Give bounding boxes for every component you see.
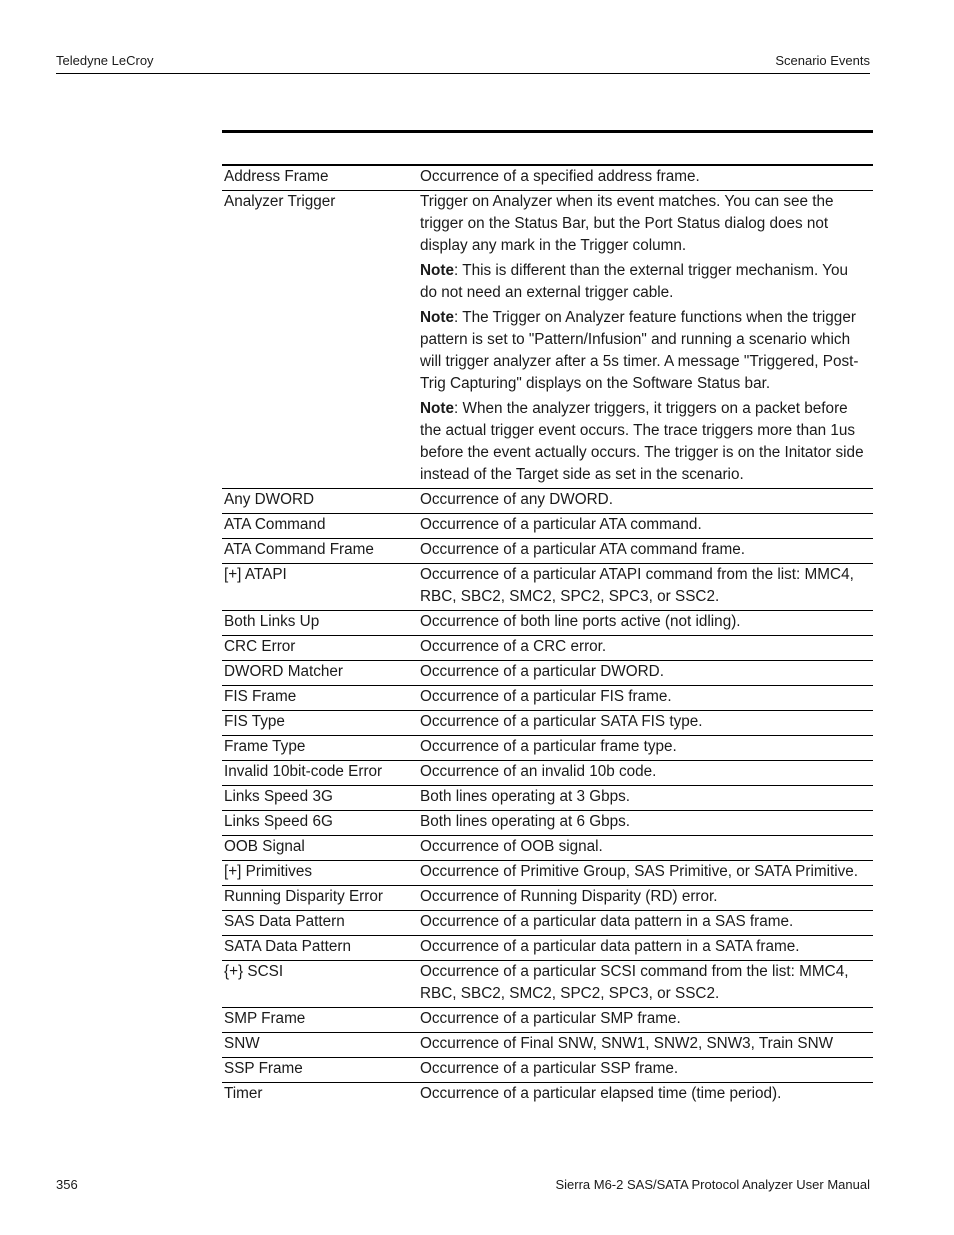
description-text: Occurrence of a particular data pattern in a SATA frame.	[420, 938, 800, 955]
table-row	[222, 489, 873, 514]
event-description	[420, 661, 873, 685]
event-name: CRC Error	[224, 638, 296, 655]
event-name: [+] ATAPI	[224, 566, 287, 583]
description-paragraph	[420, 811, 869, 833]
table-row	[222, 811, 873, 836]
table-row	[222, 191, 873, 489]
description-text: : This is different than the external trigger mechanism. You do not need an external trigger cable.	[420, 262, 848, 301]
description-text: Occurrence of any DWORD.	[420, 491, 613, 508]
event-description	[420, 514, 873, 538]
description-text: Occurrence of a particular SMP frame.	[420, 1010, 681, 1027]
event-description	[420, 736, 873, 760]
event-description	[420, 1083, 873, 1107]
description-paragraph	[420, 936, 869, 958]
event-name: Invalid 10bit-code Error	[224, 763, 383, 780]
event-name: [+] Primitives	[224, 863, 312, 880]
event-name: DWORD Matcher	[224, 663, 343, 680]
event-name: ATA Command Frame	[224, 541, 374, 558]
table-row	[222, 564, 873, 611]
event-name: OOB Signal	[224, 838, 305, 855]
table-row	[222, 736, 873, 761]
description-paragraph	[420, 711, 869, 733]
table-row	[222, 661, 873, 686]
table-row	[222, 514, 873, 539]
event-description	[420, 564, 873, 610]
table-row	[222, 686, 873, 711]
description-paragraph	[420, 961, 869, 1005]
event-name: SATA Data Pattern	[224, 938, 351, 955]
table-row	[222, 539, 873, 564]
description-paragraph	[420, 539, 869, 561]
event-description	[420, 1008, 873, 1032]
event-description	[420, 489, 873, 513]
event-description	[420, 886, 873, 910]
description-text: Occurrence of a particular SCSI command from the list: MMC4, RBC, SBC2, SMC2, SPC2, SPC3, or SSC2.	[420, 963, 849, 1002]
event-name: FIS Type	[224, 713, 285, 730]
event-name: {+} SCSI	[224, 963, 284, 980]
event-description	[420, 191, 873, 488]
event-description	[420, 761, 873, 785]
event-name: SNW	[224, 1035, 260, 1052]
event-description	[420, 936, 873, 960]
description-paragraph	[420, 307, 869, 395]
event-description	[420, 1033, 873, 1057]
description-text: Occurrence of a CRC error.	[420, 638, 607, 655]
description-text: Occurrence of a specified address frame.	[420, 168, 700, 185]
table-row	[222, 861, 873, 886]
note-label: Note	[420, 309, 454, 326]
description-paragraph	[420, 1033, 869, 1055]
table-row	[222, 786, 873, 811]
table-row	[222, 1033, 873, 1058]
event-name: Running Disparity Error	[224, 888, 383, 905]
event-description	[420, 686, 873, 710]
description-text: Occurrence of a particular elapsed time (time period).	[420, 1085, 782, 1102]
description-text: Trigger on Analyzer when its event matches. You can see the trigger on the Status Bar, but the Port Status dialog does not display any mark in the Trigger column.	[420, 193, 834, 254]
table-row	[222, 761, 873, 786]
top-rule	[222, 130, 873, 133]
description-text: Occurrence of Primitive Group, SAS Primitive, or SATA Primitive.	[420, 863, 859, 880]
event-name: Analyzer Trigger	[224, 193, 336, 210]
description-text: : When the analyzer triggers, it triggers on a packet before the actual trigger event occurs. The trace triggers more than 1us before the event actually occurs. The trigger is on the Initator side instead of the Target side as set in the scenario.	[420, 400, 864, 483]
table-row	[222, 636, 873, 661]
table-row	[222, 886, 873, 911]
event-name: Links Speed 6G	[224, 813, 333, 830]
description-paragraph	[420, 836, 869, 858]
description-text: Both lines operating at 6 Gbps.	[420, 813, 631, 830]
description-text: Occurrence of a particular ATA command frame.	[420, 541, 746, 558]
description-paragraph	[420, 861, 869, 883]
description-paragraph	[420, 636, 869, 658]
event-description	[420, 786, 873, 810]
description-text: Occurrence of an invalid 10b code.	[420, 763, 657, 780]
table-row	[222, 1083, 873, 1107]
header-company: Teledyne LeCroy	[56, 53, 154, 68]
description-text: Occurrence of a particular ATAPI command from the list: MMC4, RBC, SBC2, SMC2, SPC2, SPC3, or SSC2.	[420, 566, 854, 605]
table-row	[222, 711, 873, 736]
description-text: Occurrence of Final SNW, SNW1, SNW2, SNW3, Train SNW	[420, 1035, 834, 1052]
event-name: SAS Data Pattern	[224, 913, 345, 930]
description-text: Occurrence of both line ports active (not idling).	[420, 613, 741, 630]
description-text: Occurrence of a particular ATA command.	[420, 516, 702, 533]
event-description	[420, 166, 873, 190]
description-paragraph	[420, 564, 869, 608]
event-name: Links Speed 3G	[224, 788, 333, 805]
description-text: Occurrence of a particular SATA FIS type.	[420, 713, 703, 730]
event-description	[420, 711, 873, 735]
page-number: 356	[56, 1177, 78, 1192]
description-paragraph	[420, 611, 869, 633]
description-paragraph	[420, 786, 869, 808]
table-row	[222, 961, 873, 1008]
event-name: SSP Frame	[224, 1060, 303, 1077]
description-paragraph	[420, 1008, 869, 1030]
description-paragraph	[420, 489, 869, 511]
description-text: Occurrence of a particular DWORD.	[420, 663, 664, 680]
event-name: Address Frame	[224, 168, 329, 185]
event-description	[420, 911, 873, 935]
note-label: Note	[420, 400, 454, 417]
description-paragraph	[420, 886, 869, 908]
event-description	[420, 811, 873, 835]
description-paragraph	[420, 260, 869, 304]
description-text: Occurrence of a particular data pattern in a SAS frame.	[420, 913, 794, 930]
table-row	[222, 911, 873, 936]
table-row	[222, 611, 873, 636]
event-description	[420, 836, 873, 860]
description-paragraph	[420, 166, 869, 188]
event-name: Frame Type	[224, 738, 306, 755]
header-section-title: Scenario Events	[775, 53, 870, 68]
event-description	[420, 961, 873, 1007]
table-row	[222, 936, 873, 961]
table-row	[222, 1008, 873, 1033]
scenario-events-table	[222, 164, 873, 1107]
event-name: Both Links Up	[224, 613, 320, 630]
event-name: Timer	[224, 1085, 263, 1102]
description-text: Both lines operating at 3 Gbps.	[420, 788, 631, 805]
description-text: Occurrence of a particular FIS frame.	[420, 688, 672, 705]
event-description	[420, 1058, 873, 1082]
event-name: ATA Command	[224, 516, 326, 533]
table-row	[222, 166, 873, 191]
event-name: FIS Frame	[224, 688, 297, 705]
description-paragraph	[420, 761, 869, 783]
event-name: SMP Frame	[224, 1010, 306, 1027]
event-description	[420, 636, 873, 660]
running-header	[56, 53, 870, 74]
description-paragraph	[420, 736, 869, 758]
event-name: Any DWORD	[224, 491, 315, 508]
description-paragraph	[420, 191, 869, 257]
description-paragraph	[420, 398, 869, 486]
description-paragraph	[420, 686, 869, 708]
event-description	[420, 861, 873, 885]
event-description	[420, 539, 873, 563]
description-paragraph	[420, 1083, 869, 1105]
description-paragraph	[420, 1058, 869, 1080]
manual-title: Sierra M6-2 SAS/SATA Protocol Analyzer User Manual	[555, 1177, 870, 1192]
description-paragraph	[420, 661, 869, 683]
description-text: Occurrence of a particular SSP frame.	[420, 1060, 679, 1077]
table-row	[222, 1058, 873, 1083]
table-row	[222, 836, 873, 861]
description-text: Occurrence of Running Disparity (RD) error.	[420, 888, 718, 905]
description-text: : The Trigger on Analyzer feature functions when the trigger pattern is set to "Pattern/Infusion" and running a scenario which will trigger analyzer after a 5s timer. A message "Triggered, Post-Trig Capturing" displays on the Software Status bar.	[420, 309, 859, 392]
note-label: Note	[420, 262, 454, 279]
event-description	[420, 611, 873, 635]
description-text: Occurrence of a particular frame type.	[420, 738, 677, 755]
description-paragraph	[420, 514, 869, 536]
description-text: Occurrence of OOB signal.	[420, 838, 603, 855]
description-paragraph	[420, 911, 869, 933]
